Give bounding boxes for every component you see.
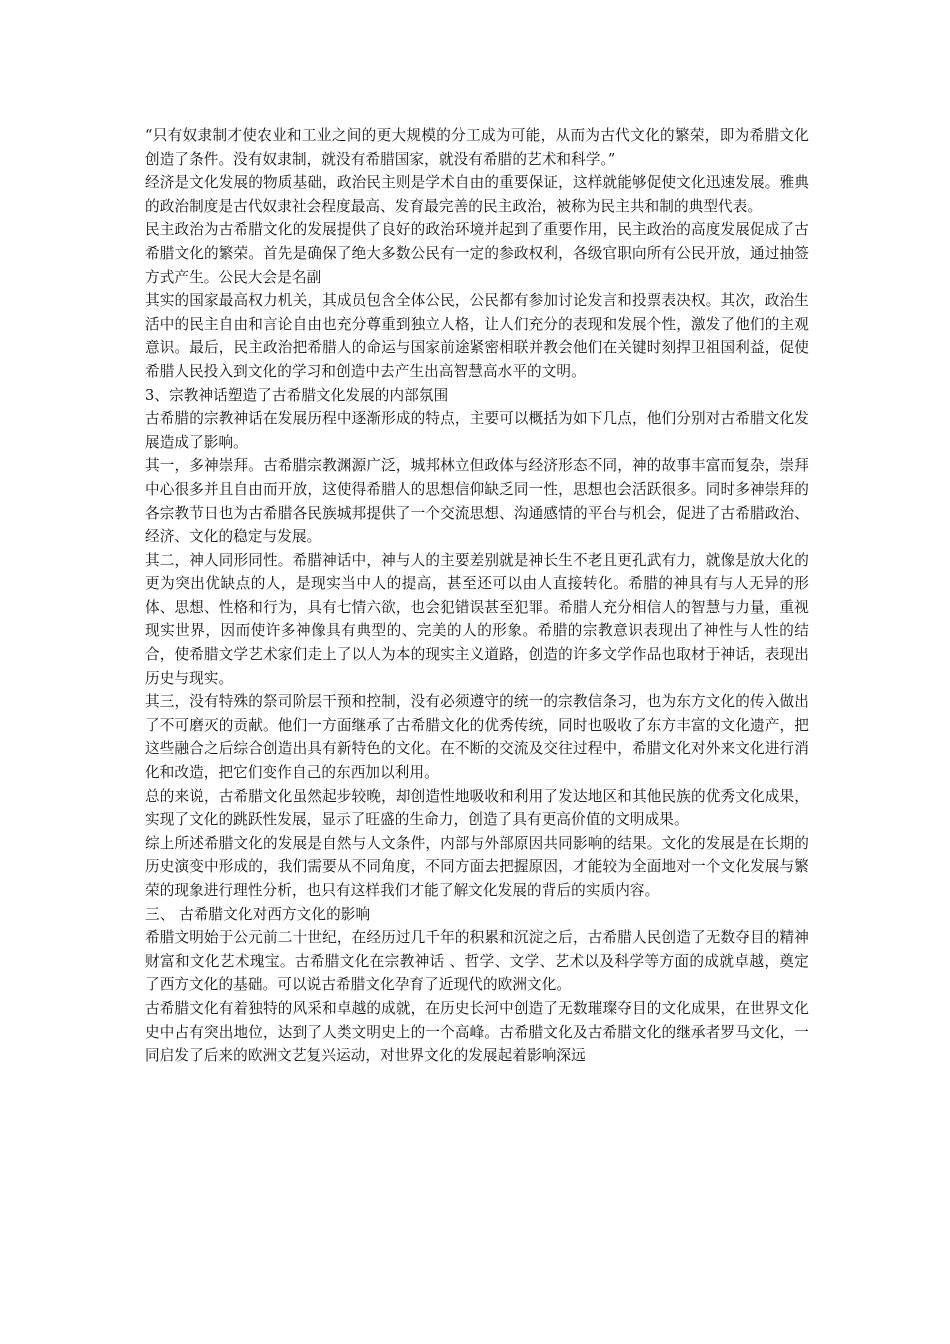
document-body bbox=[145, 124, 809, 1068]
paragraph-summary: 总的来说，古希腊文化虽然起步较晚，却创造性地吸收和利用了发达地区和其他民族的优秀文化成果，实现了文化的跳跃性发展，显示了旺盛的生命力，创造了具有更高价值的文明成果。 bbox=[145, 787, 809, 829]
paragraph-quote: “只有奴隶制才使农业和工业之间的更大规模的分工成为可能，从而为古代文化的繁荣，即为希腊文化创造了条件。没有奴隶制，就没有希腊国家，就没有希腊的艺术和科学。” bbox=[145, 127, 809, 168]
paragraph-conclusion: 综上所述希腊文化的发展是自然与人文条件，内部与外部原因共同影响的结果。文化的发展是在长期的历史演变中形成的，我们需要从不同角度，不同方面去把握原因，才能较为全面地对一个文化发展与繁荣的现象进行理性分析，也只有这样我们才能了解文化发展的背后的实质内容。 bbox=[145, 834, 809, 899]
paragraph-democracy: 民主政治为古希腊文化的发展提供了良好的政治环境并起到了重要作用，民主政治的高度发展促成了古希腊文化的繁荣。首先是确保了绝大多数公民有一定的参政权利，各级官职向所有公民开放，通过抽签方式产生。公民大会是名副 bbox=[145, 221, 809, 286]
paragraph-achievements: 古希腊文化有着独特的风采和卓越的成就，在历史长河中创造了无数璀璨夺目的文化成果，在世界文化史中占有突出地位，达到了人类文明史上的一个高峰。古希腊文化及古希腊文化的继承者罗马文化，一同启发了后来的欧洲文艺复兴运动，对世界文化的发展起着影响深远 bbox=[145, 999, 809, 1065]
paragraph-economy: 经济是文化发展的物质基础，政治民主则是学术自由的重要保证，这样就能够促使文化迅速发展。雅典的政治制度是古代奴隶社会程度最高、发育最完善的民主政治，被称为民主共和制的典型代表。 bbox=[145, 174, 809, 215]
paragraph-anthropomorphism: 其二，神人同形同性。希腊神话中，神与人的主要差别就是神长生不老且更孔武有力，就像是放大化的更为突出优缺点的人，是现实当中人的提高，甚至还可以由人直接转化。希腊的神具有与人无异的形体、思想、性格和行为，具有七情六欲，也会犯错误甚至犯罪。希腊人充分相信人的智慧与力量，重视现实世界，因而使许多神像具有典型的、完美的人的形象。希腊的宗教意识表现出了神性与人性的结合，使希腊文学艺术家们走上了以人为本的现实主义道路，创造的许多文学作品也取材于神话，表现出历史与现实。 bbox=[145, 551, 809, 687]
paragraph-civilization: 希腊文明始于公元前二十世纪，在经历过几千年的积累和沉淀之后，古希腊人民创造了无数夺目的精神财富和文化艺术瑰宝。古希腊文化在宗教神话 、哲学、文学、艺术以及科学等方面的成就卓越，奠定了西方文化的基础。可以说古希腊文化孕育了近现代的欧洲文化。 bbox=[145, 929, 809, 994]
paragraph-religion-intro: 古希腊的宗教神话在发展历程中逐渐形成的特点，主要可以概括为如下几点，他们分别对古希腊文化发展造成了影响。 bbox=[145, 410, 809, 451]
paragraph-assembly: 其实的国家最高权力机关，其成员包含全体公民，公民都有参加讨论发言和投票表决权。其次，政治生活中的民主自由和言论自由也充分尊重到独立人格，让人们充分的表现和发展个性，激发了他们的主观意识。最后，民主政治把希腊人的命运与国家前途紧密相联并教会他们在关键时刻捍卫祖国利益，促使希腊人民投入到文化的学习和创造中去产生出高智慧高水平的文明。 bbox=[145, 292, 809, 380]
paragraph-no-priesthood: 其三，没有特殊的祭司阶层干预和控制，没有必须遵守的统一的宗教信条习，也为东方文化的传入做出了不可磨灭的贡献。他们一方面继承了古希腊文化的优秀传统，同时也吸收了东方丰富的文化遗产，把这些融合之后综合创造出具有新特色的文化。在不断的交流及交往过程中，希腊文化对外来文化进行消化和改造，把它们变作自己的东西加以利用。 bbox=[145, 693, 809, 782]
paragraph-polytheism: 其一，多神崇拜。古希腊宗教渊源广泛，城邦林立但政体与经济形态不同，神的故事丰富而复杂，崇拜中心很多并且自由而开放，这使得希腊人的思想信仰缺乏同一性，思想也会活跃很多。同时多神崇拜的各宗教节日也为古希腊各民族城邦提供了一个交流思想、沟通感情的平台与机会，促进了古希腊政治、经济、文化的稳定与发展。 bbox=[145, 457, 809, 546]
section-heading-religion: 3、宗教神话塑造了古希腊文化发展的内部氛围 bbox=[145, 386, 449, 404]
section-heading-influence: 三、 古希腊文化对西方文化的影响 bbox=[145, 905, 371, 923]
